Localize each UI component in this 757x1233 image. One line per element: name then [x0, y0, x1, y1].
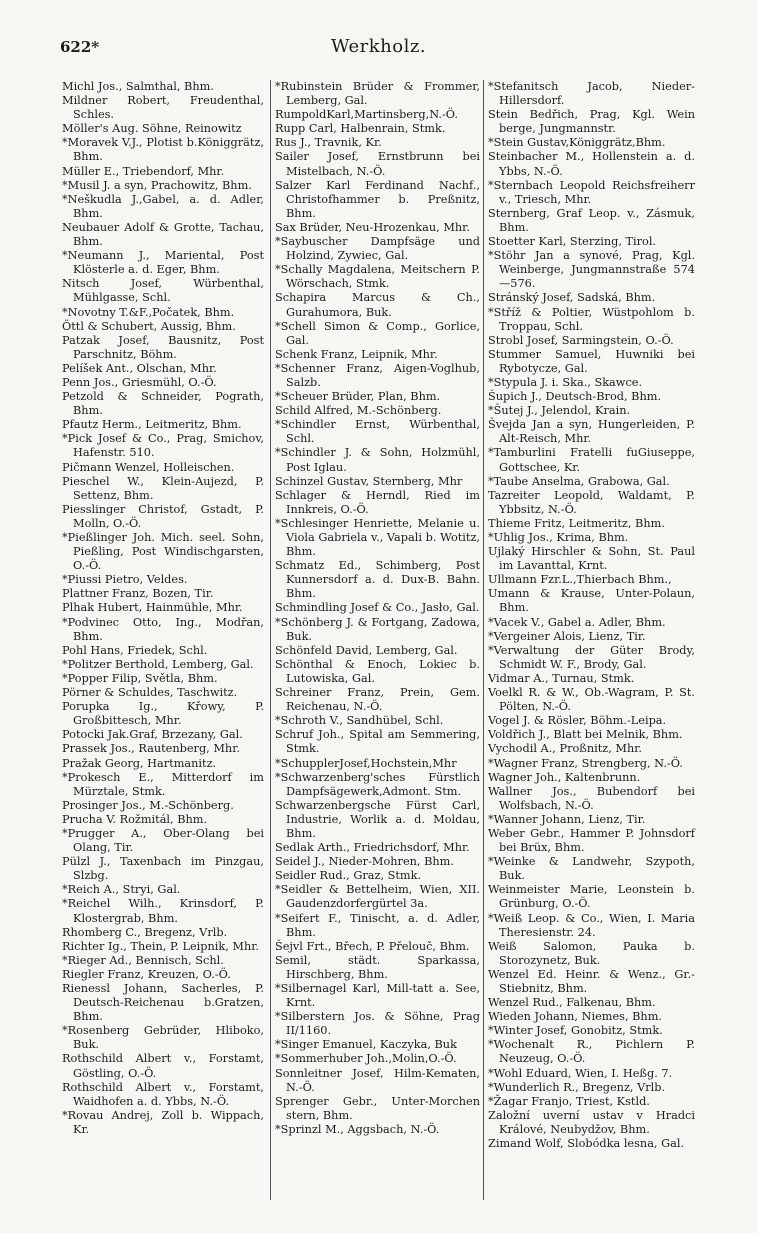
- directory-entry: Schild Alfred, M.-Schönberg.: [275, 404, 442, 418]
- directory-entry: Rothschild Albert v., Forstamt, Göstling, O.-Ö.: [62, 1052, 264, 1080]
- directory-entry: *Winter Josef, Gonobitz, Stmk.: [488, 1024, 663, 1038]
- directory-entry: *Piussi Pietro, Veldes.: [62, 573, 188, 587]
- directory-entry: Neubauer Adolf & Grotte, Tachau, Bhm.: [62, 220, 264, 249]
- directory-entry: *Seidler & Bettelheim, Wien, XII. Gaudenzdorfergürtel 3a.: [275, 883, 480, 911]
- directory-entry: Sailer Josef, Ernstbrunn bei Mistelbach, N.-Ö.: [275, 150, 480, 178]
- directory-entry: *Novotny T.&F.,Počatek, Bhm.: [62, 305, 235, 319]
- directory-entry: *Wagner Franz, Strengberg, N.-Ö.: [488, 756, 683, 770]
- directory-entry: *SchupplerJosef,Hochstein,Mhr: [275, 756, 457, 770]
- directory-entry: *Stein Gustav,Königgrätz,Bhm.: [488, 136, 666, 150]
- directory-entry: Sax Brüder, Neu-Hrozenkau, Mhr.: [275, 220, 470, 234]
- directory-entry: *Wochenalt R., Pichlern P. Neuzeug, O.-Ö.: [488, 1038, 695, 1066]
- directory-entry: *Wunderlich R., Bregenz, Vrlb.: [488, 1080, 666, 1094]
- directory-entry: Sprenger Gebr., Unter-Morchen stern, Bhm.: [275, 1094, 480, 1122]
- directory-entry: Vidmar A., Turnau, Stmk.: [488, 671, 635, 685]
- directory-entry: *Schönberg J. & Fortgang, Zadowa, Buk.: [275, 615, 480, 643]
- directory-entry: Sternberg, Graf Leop. v., Zásmuk, Bhm.: [488, 206, 695, 234]
- directory-entry: Ullmann Fzr.L.,Thierbach Bhm.,: [488, 573, 672, 587]
- directory-entry: Schenk Franz, Leipnik, Mhr.: [275, 347, 438, 361]
- directory-entry: Semil, städt. Sparkassa, Hirschberg, Bhm.: [275, 953, 480, 981]
- directory-entry: *Saybuscher Dampfsäge und Holzind, Zywiec, Gal.: [275, 235, 480, 263]
- directory-entry: Möller's Aug. Söhne, Reinowitz: [62, 122, 242, 136]
- directory-column-3: [488, 80, 695, 1151]
- directory-entry: *Neškudla J.,Gabel, a. d. Adler, Bhm.: [62, 192, 264, 220]
- directory-entry: Šupich J., Deutsch-Brod, Bhm.: [488, 390, 662, 404]
- directory-entry: *Vacek V., Gabel a. Adler, Bhm.: [488, 615, 666, 629]
- directory-entry: Pičmann Wenzel, Holleischen.: [62, 460, 235, 474]
- directory-entry: *Verwaltung der Güter Brody, Schmidt W. F., Brody, Gal.: [488, 643, 695, 671]
- directory-entry: Schmatz Ed., Schimberg, Post Kunnersdorf a. d. Dux-B. Bahn. Bhm.: [275, 559, 480, 601]
- directory-entry: Založní uverní ustav v Hradci Králové, Neubydžov, Bhm.: [488, 1108, 695, 1136]
- directory-entry: Stein Bedřich, Prag, Kgl. Wein berge, Jungmannstr.: [488, 108, 695, 136]
- directory-entry: *Politzer Berthold, Lemberg, Gal.: [62, 657, 254, 671]
- directory-entry: *Sternbach Leopold Reichsfreiherr v., Triesch, Mhr.: [488, 178, 695, 206]
- directory-entry: *Schally Magdalena, Meitschern P. Wörschach, Stmk.: [275, 263, 480, 291]
- directory-entry: *Schell Simon & Comp., Gorlice, Gal.: [275, 319, 480, 347]
- directory-entry: *Stříž & Poltier, Wüstpohlom b. Troppau, Schl.: [488, 305, 695, 333]
- directory-entry: Vychodil A., Proßnitz, Mhr.: [488, 742, 642, 756]
- directory-entry: *Rosenberg Gebrüder, Hliboko, Buk.: [62, 1024, 264, 1052]
- directory-entry: *Popper Filip, Světla, Bhm.: [62, 671, 218, 685]
- directory-entry: Voelkl R. & W., Ob.-Wagram, P. St. Pölten, N.-Ö.: [488, 686, 695, 714]
- directory-entry: Schönthal & Enoch, Lokiec b. Lutowiska, Gal.: [275, 657, 480, 685]
- directory-entry: Prosinger Jos., M.-Schönberg.: [62, 798, 234, 812]
- column-divider: [483, 80, 484, 1200]
- directory-entry: Mildner Robert, Freudenthal, Schles.: [62, 94, 264, 122]
- directory-entry: *Vergeiner Alois, Lienz, Tir.: [488, 629, 646, 643]
- directory-entry: *Pick Josef & Co., Prag, Smichov, Hafenstr. 510.: [62, 432, 264, 460]
- directory-entry: Stummer Samuel, Huwniki bei Rybotycze, Gal.: [488, 347, 695, 375]
- directory-entry: Penn Jos., Griesmühl, O.-Ö.: [62, 375, 217, 389]
- directory-entry: Nitsch Josef, Würbenthal, Mühlgasse, Schl.: [62, 277, 264, 305]
- directory-entry: Schruf Joh., Spital am Semmering, Stmk.: [275, 728, 480, 756]
- directory-entry: Wagner Joh., Kaltenbrunn.: [488, 770, 641, 784]
- directory-entry: Rienessl Johann, Sacherles, P. Deutsch-Reichenau b.Gratzen, Bhm.: [62, 982, 264, 1024]
- directory-entry: Plattner Franz, Bozen, Tir.: [62, 587, 214, 601]
- directory-entry: Prassek Jos., Rautenberg, Mhr.: [62, 742, 240, 756]
- directory-entry: Seidel J., Nieder-Mohren, Bhm.: [275, 855, 454, 869]
- directory-column-1: [62, 80, 264, 1137]
- directory-entry: Ujlaký Hirschler & Sohn, St. Paul im Lavanttal, Krnt.: [488, 545, 695, 573]
- directory-entry: RumpoldKarl,Martinsberg,N.-Ö.: [275, 108, 458, 122]
- directory-entry: *Prokesch E., Mitterdorf im Mürztale, Stmk.: [62, 770, 264, 798]
- directory-entry: *Podvinec Otto, Ing., Modřan, Bhm.: [62, 615, 264, 643]
- directory-entry: Steinbacher M., Hollenstein a. d. Ybbs, N.-Ö.: [488, 150, 695, 178]
- directory-entry: *Neumann J., Mariental, Post Klösterle a. d. Eger, Bhm.: [62, 249, 264, 277]
- directory-entry: Rothschild Albert v., Forstamt, Waidhofen a. d. Ybbs, N.-Ö.: [62, 1080, 264, 1108]
- directory-entry: Umann & Krause, Unter-Polaun, Bhm.: [488, 587, 695, 615]
- directory-entry: *Schwarzenberg'sches Fürstlich Dampfsägewerk,Admont. Stm.: [275, 770, 480, 798]
- directory-entry: Voldřich J., Blatt bei Melnik, Bhm.: [488, 728, 683, 742]
- directory-entry: Richter Ig., Thein, P. Leipnik, Mhr.: [62, 939, 260, 953]
- directory-entry: *Schenner Franz, Aigen-Voglhub, Salzb.: [275, 361, 480, 389]
- directory-entry: *Stefanitsch Jacob, Nieder-Hillersdorf.: [488, 80, 695, 108]
- directory-entry: Pülzl J., Taxenbach im Pinzgau, Slzbg.: [62, 855, 264, 883]
- directory-entry: Vogel J. & Rösler, Böhm.-Leipa.: [488, 714, 667, 728]
- directory-entry: Müller E., Triebendorf, Mhr.: [62, 164, 225, 178]
- directory-entry: *Reichel Wilh., Krinsdorf, P. Klostergrab, Bhm.: [62, 897, 264, 925]
- directory-entry: Sonnleitner Josef, Hilm-Kematen, N.-Ö.: [275, 1066, 480, 1094]
- directory-entry: *Weiß Leop. & Co., Wien, I. Maria Theresienstr. 24.: [488, 911, 695, 939]
- directory-entry: Porupka Ig., Křowy, P. Großbittesch, Mhr.: [62, 700, 264, 728]
- directory-entry: Seidler Rud., Graz, Stmk.: [275, 869, 422, 883]
- directory-entry: *Rovau Andrej, Zoll b. Wippach, Kr.: [62, 1108, 264, 1136]
- column-divider: [270, 80, 271, 1200]
- directory-entry: Schmindling Josef & Co., Jasło, Gal.: [275, 601, 480, 615]
- directory-entry: Weiß Salomon, Pauka b. Storozynetz, Buk.: [488, 939, 695, 967]
- page-title: Werkholz.: [330, 36, 427, 57]
- directory-entry: Piesslinger Christof, Gstadt, P. Molln, O.-Ö.: [62, 502, 264, 530]
- directory-entry: *Stypula J. i. Ska., Skawce.: [488, 375, 643, 389]
- directory-entry: Schwarzenbergsche Fürst Carl, Industrie, Worlik a. d. Moldau, Bhm.: [275, 798, 480, 840]
- directory-entry: Schlager & Herndl, Ried im Innkreis, O.-Ö.: [275, 488, 480, 516]
- directory-entry: *Wanner Johann, Lienz, Tir.: [488, 812, 646, 826]
- directory-entry: *Weinke & Landwehr, Szypoth, Buk.: [488, 855, 695, 883]
- directory-entry: Rhomberg C., Bregenz, Vrlb.: [62, 925, 228, 939]
- directory-entry: *Singer Emanuel, Kaczyka, Buk: [275, 1038, 457, 1052]
- directory-entry: Plhak Hubert, Hainmühle, Mhr.: [62, 601, 243, 615]
- directory-entry: *Šutej J., Jelendol, Krain.: [488, 404, 631, 418]
- directory-entry: Šejvl Frt., Břech, P. Přelouč, Bhm.: [275, 939, 470, 953]
- directory-entry: Tazreiter Leopold, Waldamt, P. Ybbsitz, N.-Ö.: [488, 488, 695, 516]
- directory-entry: Michl Jos., Salmthal, Bhm.: [62, 80, 214, 93]
- directory-entry: Patzak Josef, Bausnitz, Post Parschnitz, Böhm.: [62, 333, 264, 361]
- directory-entry: Stoetter Karl, Sterzing, Tirol.: [488, 235, 657, 249]
- directory-entry: Stránský Josef, Sadská, Bhm.: [488, 291, 656, 305]
- directory-entry: *Schlesinger Henriette, Melanie u. Viola Gabriela v., Vapali b. Wotitz, Bhm.: [275, 516, 480, 559]
- directory-entry: Schreiner Franz, Prein, Gem. Reichenau, N.-Ö.: [275, 686, 480, 714]
- directory-entry: *Uhlig Jos., Krima, Bhm.: [488, 531, 629, 544]
- directory-entry: Pelíšek Ant., Olschan, Mhr.: [62, 361, 217, 375]
- directory-entry: Wenzel Rud., Falkenau, Bhm.: [488, 996, 656, 1010]
- directory-entry: Švejda Jan a syn, Hungerleiden, P. Alt-Reisch, Mhr.: [488, 418, 695, 446]
- directory-entry: *Stöhr Jan a synové, Prag, Kgl. Weinberge, Jungmannstraße 574—576.: [488, 249, 695, 291]
- directory-entry: *Rieger Ad., Bennisch, Schl.: [62, 953, 224, 967]
- directory-entry: Pohl Hans, Friedek, Schl.: [62, 643, 208, 657]
- directory-entry: Prucha V. Rožmitál, Bhm.: [62, 812, 208, 826]
- page-number: 622*: [60, 38, 100, 56]
- directory-entry: Wenzel Ed. Heinr. & Wenz., Gr.-Stiebnitz, Bhm.: [488, 967, 695, 995]
- directory-entry: *Prugger A., Ober-Olang bei Olang, Tir.: [62, 826, 264, 855]
- directory-entry: *Reich A., Stryi, Gal.: [62, 883, 181, 897]
- directory-entry: *Sommerhuber Joh.,Molin,O.-Ö.: [275, 1052, 457, 1066]
- directory-entry: Rus J., Travnik, Kr.: [275, 136, 382, 150]
- directory-entry: Strobl Josef, Sarmingstein, O.-Ö.: [488, 333, 674, 347]
- directory-entry: *Pießlinger Joh. Mich. seel. Sohn, Pießling, Post Windischgarsten, O.-Ö.: [62, 531, 264, 573]
- directory-entry: Thieme Fritz, Leitmeritz, Bhm.: [488, 516, 665, 530]
- directory-entry: Öttl & Schubert, Aussig, Bhm.: [62, 319, 236, 333]
- directory-entry: *Taube Anselma, Grabowa, Gal.: [488, 474, 670, 488]
- directory-entry: Wieden Johann, Niemes, Bhm.: [488, 1010, 663, 1024]
- directory-entry: *Sprinzl M., Aggsbach, N.-Ö.: [275, 1122, 440, 1136]
- directory-entry: Rupp Carl, Halbenrain, Stmk.: [275, 122, 446, 136]
- directory-entry: *Rubinstein Brüder & Frommer, Lemberg, Gal.: [275, 80, 480, 108]
- directory-entry: Wallner Jos., Bubendorf bei Wolfsbach, N.-Ö.: [488, 784, 695, 812]
- directory-entry: *Silbernagel Karl, Mill-tatt a. See, Krnt.: [275, 982, 480, 1010]
- directory-entry: Salzer Karl Ferdinand Nachf., Christofhammer b. Preßnitz, Bhm.: [275, 178, 480, 220]
- directory-entry: *Schroth V., Sandhübel, Schl.: [275, 714, 444, 728]
- directory-entry: Pfautz Herm., Leitmeritz, Bhm.: [62, 418, 242, 432]
- directory-entry: *Seifert F., Tinischt, a. d. Adler, Bhm.: [275, 911, 480, 939]
- directory-entry: Schapira Marcus & Ch., Gurahumora, Buk.: [275, 291, 480, 319]
- directory-entry: Pieschel W., Klein-Aujezd, P. Settenz, Bhm.: [62, 474, 264, 502]
- directory-entry: Sedlak Arth., Friedrichsdorf, Mhr.: [275, 841, 470, 855]
- directory-entry: *Moravek V.J., Plotist b.Königgrätz, Bhm.: [62, 136, 264, 164]
- directory-entry: Pörner & Schuldes, Taschwitz.: [62, 686, 238, 700]
- directory-entry: Schinzel Gustav, Sternberg, Mhr: [275, 474, 463, 488]
- directory-entry: Petzold & Schneider, Pograth, Bhm.: [62, 390, 264, 418]
- directory-entry: *Schindler J. & Sohn, Holzmühl, Post Iglau.: [275, 446, 480, 474]
- directory-entry: Schönfeld David, Lemberg, Gal.: [275, 643, 458, 657]
- directory-entry: Weber Gebr., Hammer P. Johnsdorf bei Brüx, Bhm.: [488, 826, 695, 855]
- directory-entry: *Žagar Franjo, Triest, Kstld.: [488, 1094, 650, 1108]
- directory-entry: *Wohl Eduard, Wien, I. Heßg. 7.: [488, 1066, 673, 1080]
- directory-entry: *Musil J. a syn, Prachowitz, Bhm.: [62, 178, 252, 192]
- directory-entry: Pražak Georg, Hartmanitz.: [62, 756, 217, 770]
- directory-entry: *Scheuer Brüder, Plan, Bhm.: [275, 390, 441, 404]
- directory-entry: Weinmeister Marie, Leonstein b. Grünburg, O.-Ö.: [488, 883, 695, 911]
- directory-entry: *Schindler Ernst, Würbenthal, Schl.: [275, 418, 480, 446]
- directory-entry: *Tamburlini Fratelli fuGiuseppe, Gottschee, Kr.: [488, 446, 695, 474]
- directory-entry: Zimand Wolf, Slobódka lesna, Gal.: [488, 1137, 685, 1151]
- directory-column-2: [275, 80, 480, 1137]
- directory-entry: Potocki Jak.Graf, Brzezany, Gal.: [62, 728, 243, 742]
- directory-entry: *Silberstern Jos. & Söhne, Prag II/1160.: [275, 1010, 480, 1038]
- directory-entry: Riegler Franz, Kreuzen, O.-Ö.: [62, 967, 231, 981]
